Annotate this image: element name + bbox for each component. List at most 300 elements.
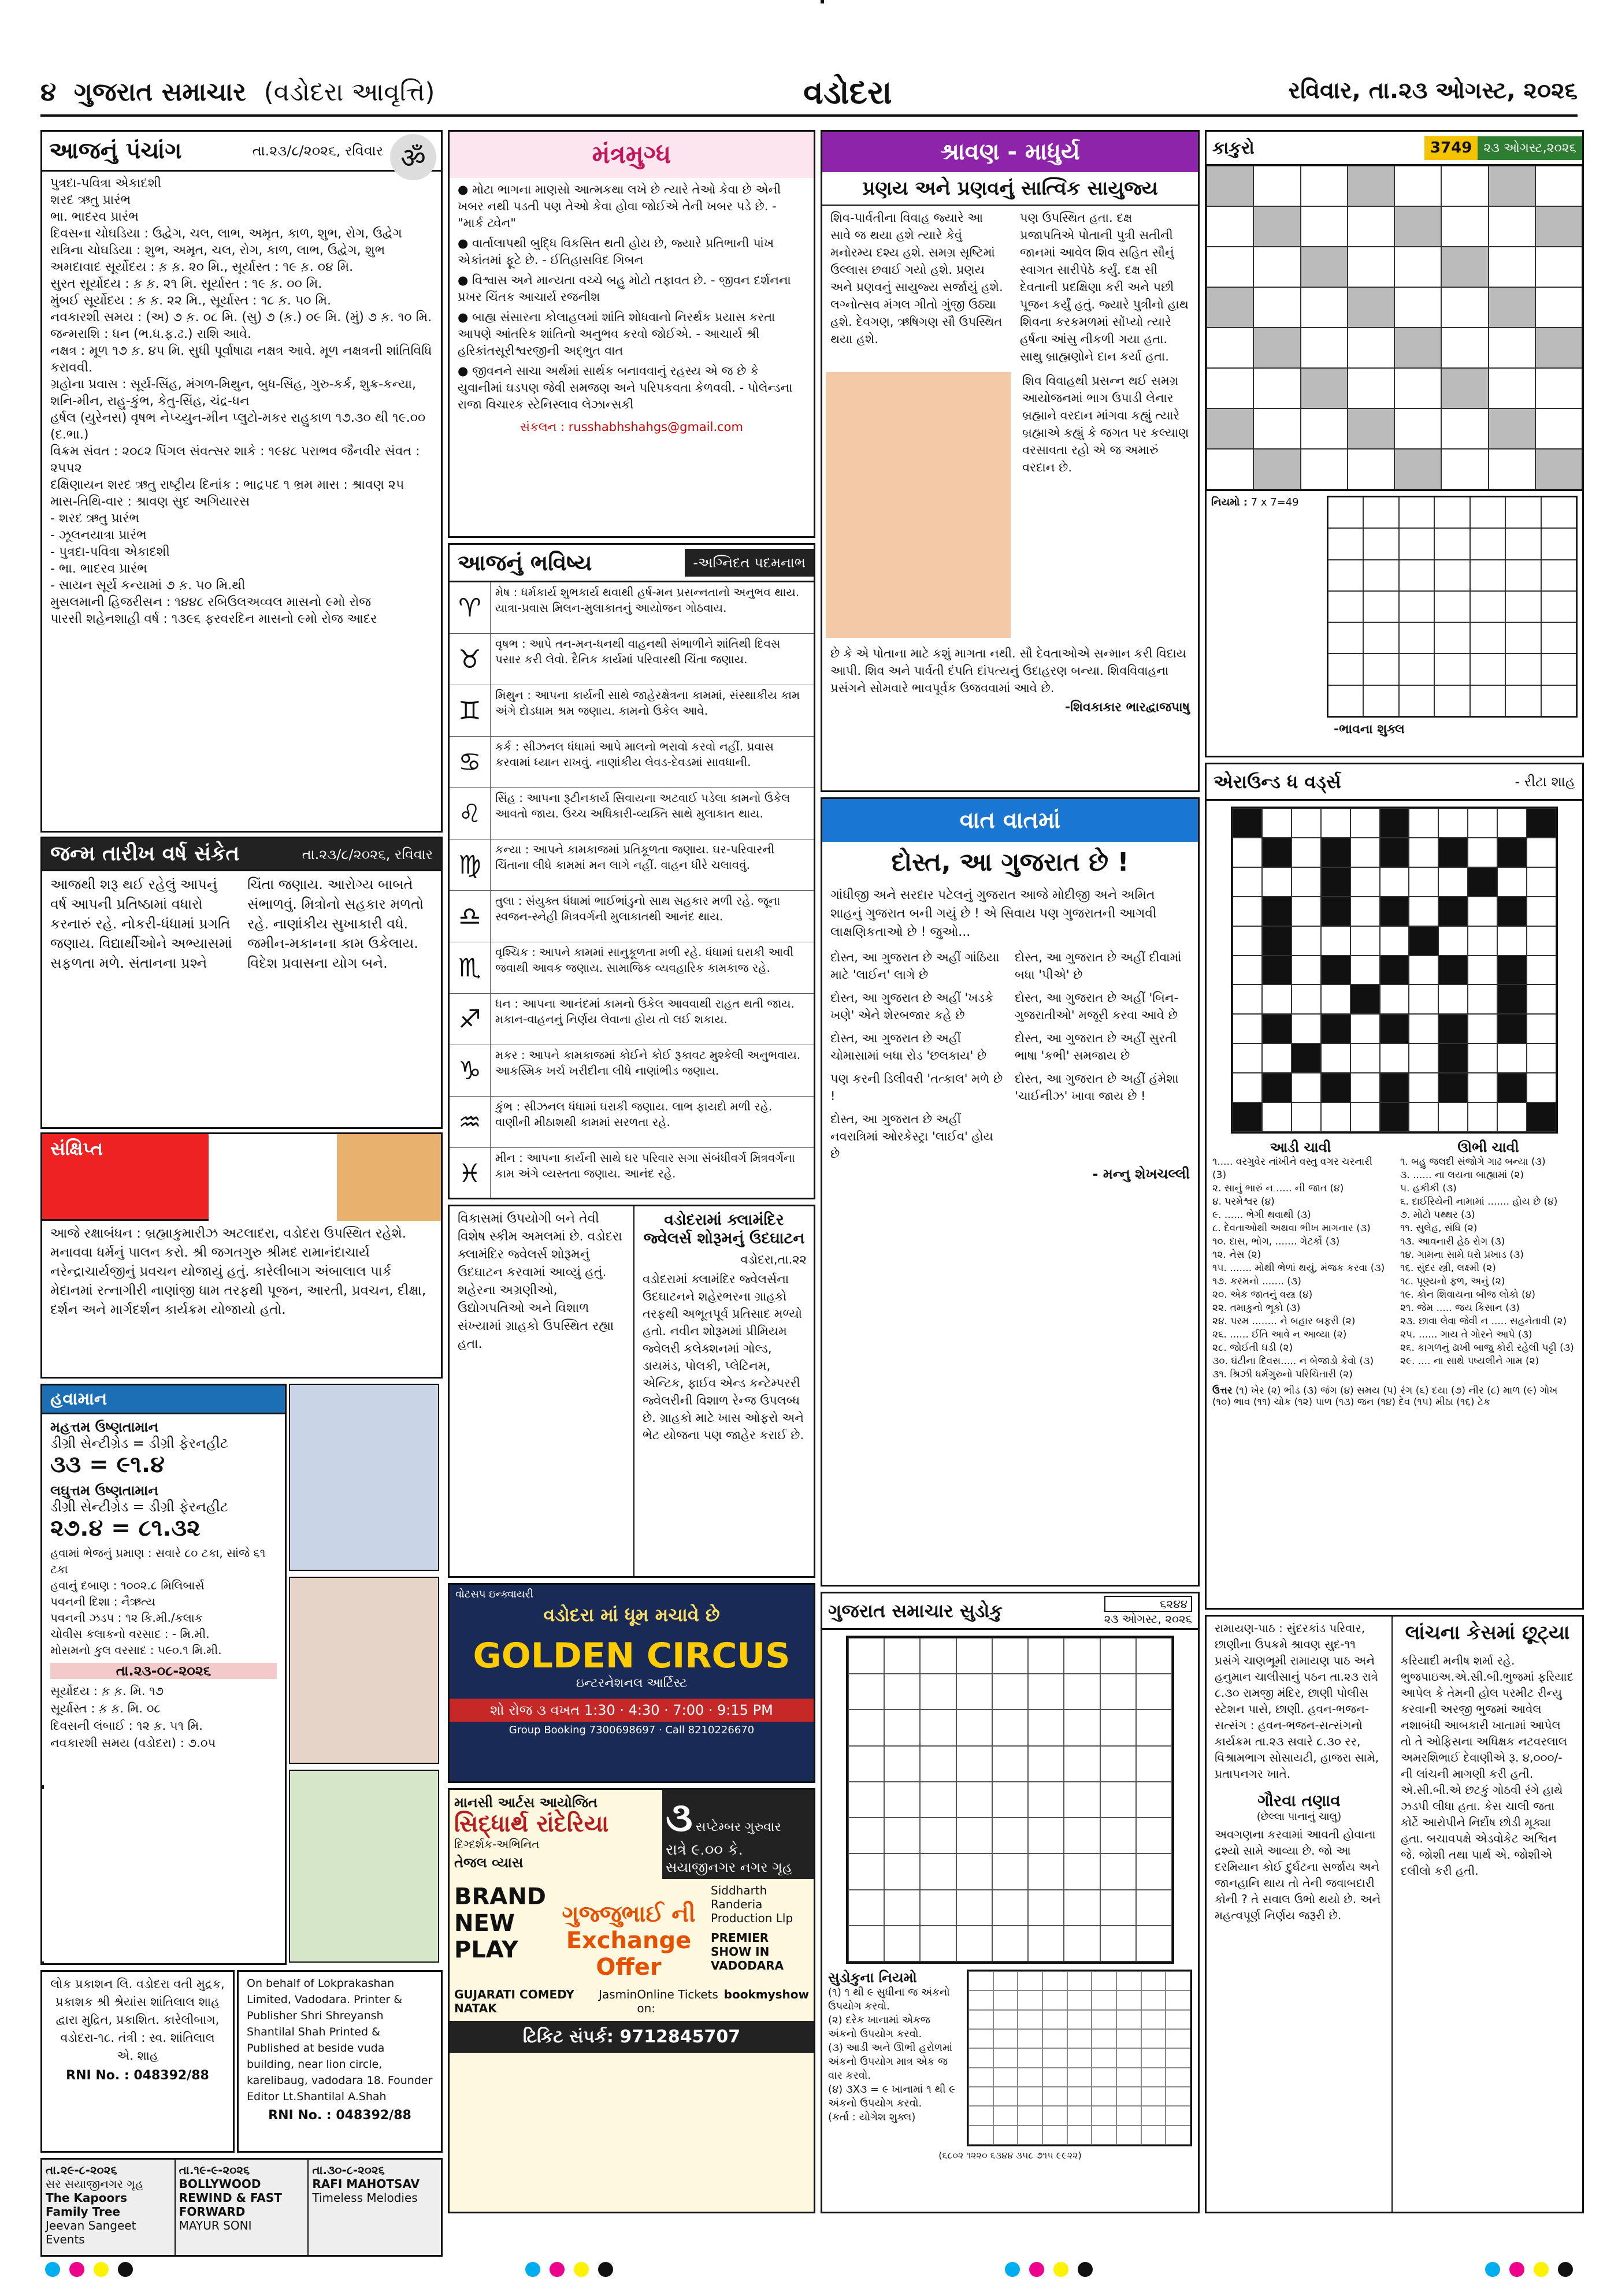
rashi-row [450, 839, 814, 891]
panchang-box [40, 130, 443, 833]
kakuro-cell[interactable] [1394, 247, 1441, 287]
crossword-cell[interactable] [1438, 838, 1468, 867]
solution-cell [1166, 2087, 1190, 2106]
sudoku-cell[interactable] [920, 1926, 956, 1961]
crossword-cell[interactable] [1380, 867, 1409, 897]
crossword-cell[interactable] [1321, 838, 1350, 867]
sudoku-cell[interactable] [1028, 1638, 1064, 1674]
crossword-cell[interactable] [1292, 1073, 1321, 1102]
kakuro-cell[interactable] [1253, 328, 1300, 368]
kakuro-cell[interactable] [1348, 449, 1394, 489]
sudoku-cell[interactable] [1100, 1926, 1136, 1961]
kakuro-cell[interactable] [1489, 206, 1535, 247]
crossword-cell[interactable] [1321, 1014, 1350, 1043]
crossword-cell[interactable] [1438, 1102, 1468, 1132]
drama-ad[interactable] [448, 1788, 815, 2213]
kakuro-cell[interactable] [1535, 247, 1582, 287]
crossword-cell[interactable] [1527, 956, 1556, 985]
kakuro-cell[interactable] [1535, 287, 1582, 328]
crossword-cell[interactable] [1262, 808, 1292, 838]
crossword-cell[interactable] [1497, 1102, 1527, 1132]
sudoku-cell[interactable] [1028, 1710, 1064, 1745]
sudoku-cell[interactable] [920, 1674, 956, 1710]
crossword-cell[interactable] [1321, 808, 1350, 838]
crossword-cell[interactable] [1497, 867, 1527, 897]
crossword-cell[interactable] [1380, 1102, 1409, 1132]
crossword-cell[interactable] [1350, 1073, 1380, 1102]
vaat-stanza: દોસ્ત, આ ગુજરાત છે અહીં ગાંઠિયા માટે 'લાઈન' લાગે છે [830, 950, 1000, 982]
sudoku-cell[interactable] [1100, 1890, 1136, 1926]
crossword-cell[interactable] [1292, 897, 1321, 926]
crossword-cell[interactable] [1527, 1014, 1556, 1043]
crossword-cell[interactable] [1527, 1102, 1556, 1132]
crossword-cell[interactable] [1380, 926, 1409, 956]
sudoku-cell[interactable] [1064, 1638, 1100, 1674]
kakuro-solution-cell [1434, 685, 1469, 716]
kakuro-cell[interactable] [1301, 247, 1348, 287]
crossword-cell[interactable] [1497, 897, 1527, 926]
crossword-cell[interactable] [1380, 984, 1409, 1014]
sudoku-cell[interactable] [1028, 1782, 1064, 1818]
crossword-cell[interactable] [1438, 956, 1468, 985]
crossword-cell[interactable] [1321, 1102, 1350, 1132]
crossword-cell[interactable] [1468, 897, 1497, 926]
crossword-cell[interactable] [1233, 1014, 1262, 1043]
crossword-cell[interactable] [1468, 1043, 1497, 1073]
spacer [40, 1961, 44, 1965]
sudoku-cell[interactable] [956, 1782, 992, 1818]
crossword-cell[interactable] [1409, 867, 1438, 897]
rashi-text: મેષ : ધર્મકાર્ય શુભકાર્ય થવાથી હર્ષ-મન પ્રસન્નતાનો અનુભવ થાય. યાત્રા-પ્રવાસ મિલન-મુલાકાતનું આયોજન ગોઠવાય. [495, 585, 800, 615]
crossword-cell[interactable] [1527, 1043, 1556, 1073]
kakuro-cell[interactable] [1441, 368, 1488, 408]
crossword-cell[interactable] [1321, 984, 1350, 1014]
solution-cell [1067, 1990, 1092, 2009]
kakuro-cell[interactable] [1253, 449, 1300, 489]
sudoku-cell[interactable] [956, 1890, 992, 1926]
kakuro-cell[interactable] [1441, 408, 1488, 449]
crossword-cell[interactable] [1233, 1073, 1262, 1102]
sudoku-cell[interactable] [956, 1674, 992, 1710]
sudoku-cell[interactable] [1064, 1782, 1100, 1818]
sudoku-cell[interactable] [1064, 1818, 1100, 1853]
crossword-cell[interactable] [1468, 984, 1497, 1014]
kakuro-cell[interactable] [1394, 408, 1441, 449]
crossword-cell[interactable] [1350, 897, 1380, 926]
sudoku-cell[interactable] [1136, 1782, 1172, 1818]
crossword-cell[interactable] [1409, 956, 1438, 985]
sudoku-cell[interactable] [848, 1890, 884, 1926]
crossword-cell[interactable] [1350, 838, 1380, 867]
crossword-grid[interactable] [1231, 807, 1558, 1134]
kakuro-cell[interactable] [1301, 328, 1348, 368]
gaurav-note: (છેલ્લા પાનાનું ચાલુ) [1256, 1811, 1342, 1823]
drama-book[interactable]: bookmyshow [723, 1987, 809, 2001]
crossword-cell[interactable] [1350, 984, 1380, 1014]
kakuro-cell[interactable] [1535, 449, 1582, 489]
sudoku-cell[interactable] [848, 1926, 884, 1961]
sudoku-cell[interactable] [884, 1782, 920, 1818]
crossword-cell[interactable] [1497, 1073, 1527, 1102]
sudoku-cell[interactable] [1100, 1782, 1136, 1818]
crossword-cell[interactable] [1380, 808, 1409, 838]
sudoku-cell[interactable] [1028, 1926, 1064, 1961]
kakuro-cell[interactable] [1489, 368, 1535, 408]
sudoku-cell[interactable] [884, 1638, 920, 1674]
crossword-cell[interactable] [1350, 867, 1380, 897]
kakuro-cell[interactable] [1301, 287, 1348, 328]
sudoku-cell[interactable] [1100, 1853, 1136, 1889]
sudoku-cell[interactable] [848, 1853, 884, 1889]
kakuro-cell[interactable] [1441, 449, 1488, 489]
crossword-cell[interactable] [1233, 897, 1262, 926]
crossword-cell[interactable] [1497, 1043, 1527, 1073]
crossword-cell[interactable] [1292, 1102, 1321, 1132]
crossword-cell[interactable] [1380, 838, 1409, 867]
sudoku-cell[interactable] [1136, 1890, 1172, 1926]
kakuro-cell[interactable] [1301, 206, 1348, 247]
circus-ad[interactable] [448, 1583, 815, 1783]
sudoku-cell[interactable] [1028, 1746, 1064, 1782]
kakuro-cell[interactable] [1535, 368, 1582, 408]
kakuro-solution-cell [1328, 560, 1363, 591]
solution-cell [1018, 2068, 1042, 2087]
crossword-cell[interactable] [1321, 926, 1350, 956]
sudoku-cell[interactable] [956, 1710, 992, 1745]
crossword-cell[interactable] [1438, 1073, 1468, 1102]
kakuro-cell[interactable] [1441, 166, 1488, 206]
kakuro-grid[interactable] [1207, 166, 1582, 491]
crossword-cell[interactable] [1380, 1014, 1409, 1043]
crossword-cell[interactable] [1497, 926, 1527, 956]
crossword-cell[interactable] [1409, 1043, 1438, 1073]
crossword-cell[interactable] [1233, 1102, 1262, 1132]
crossword-cell[interactable] [1321, 897, 1350, 926]
sudoku-title: ગુજરાત સમાચાર સુડોકુ [828, 1599, 1003, 1622]
sudoku-cell[interactable] [956, 1818, 992, 1853]
crossword-cell[interactable] [1350, 1102, 1380, 1132]
crossword-cell[interactable] [1262, 1073, 1292, 1102]
sudoku-cell[interactable] [956, 1638, 992, 1674]
sudoku-cell[interactable] [992, 1818, 1028, 1853]
sudoku-cell[interactable] [992, 1638, 1028, 1674]
crossword-cell[interactable] [1527, 984, 1556, 1014]
crossword-cell[interactable] [1292, 1043, 1321, 1073]
crossword-cell[interactable] [1380, 1073, 1409, 1102]
crossword-cell[interactable] [1438, 808, 1468, 838]
crossword-cell[interactable] [1497, 808, 1527, 838]
sudoku-cell[interactable] [848, 1818, 884, 1853]
kakuro-cell[interactable] [1348, 166, 1394, 206]
crossword-box [1205, 763, 1584, 1610]
sudoku-cell[interactable] [956, 1746, 992, 1782]
kakuro-cell[interactable] [1207, 287, 1253, 328]
kakuro-cell[interactable] [1253, 247, 1300, 287]
crossword-cell[interactable] [1468, 1073, 1497, 1102]
sudoku-cell[interactable] [992, 1926, 1028, 1961]
sudoku-cell[interactable] [920, 1746, 956, 1782]
solution-cell [993, 1990, 1018, 2009]
sudoku-cell[interactable] [992, 1746, 1028, 1782]
kakuro-cell[interactable] [1489, 449, 1535, 489]
crossword-cell[interactable] [1527, 867, 1556, 897]
kakuro-cell[interactable] [1535, 206, 1582, 247]
crossword-cell[interactable] [1527, 1073, 1556, 1102]
kakuro-cell[interactable] [1441, 206, 1488, 247]
crossword-cell[interactable] [1409, 838, 1438, 867]
kakuro-cell[interactable] [1348, 368, 1394, 408]
crossword-cell[interactable] [1262, 838, 1292, 867]
crossword-cell[interactable] [1233, 956, 1262, 985]
sudoku-cell[interactable] [1100, 1818, 1136, 1853]
drama-sponsor: Jasmin [599, 1987, 637, 2001]
crossword-cell[interactable] [1527, 838, 1556, 867]
crossword-cell[interactable] [1262, 867, 1292, 897]
sudoku-cell[interactable] [1100, 1746, 1136, 1782]
crossword-cell[interactable] [1262, 1102, 1292, 1132]
kakuro-cell[interactable] [1207, 166, 1253, 206]
jewellers-dateline: વડોદરા,તા.૨૨ [740, 1253, 807, 1266]
crossword-cell[interactable] [1292, 867, 1321, 897]
crossword-cell[interactable] [1468, 1014, 1497, 1043]
sudoku-cell[interactable] [1136, 1818, 1172, 1853]
crossword-cell[interactable] [1350, 956, 1380, 985]
crossword-cell[interactable] [1350, 1014, 1380, 1043]
sudoku-cell[interactable] [992, 1890, 1028, 1926]
kakuro-cell[interactable] [1535, 166, 1582, 206]
sudoku-cell[interactable] [992, 1674, 1028, 1710]
sudoku-cell[interactable] [1136, 1710, 1172, 1745]
sudoku-cell[interactable] [920, 1818, 956, 1853]
zodiac-icon: ♉ [450, 634, 491, 685]
sudoku-cell[interactable] [884, 1818, 920, 1853]
crossword-cell[interactable] [1438, 1014, 1468, 1043]
crossword-cell[interactable] [1233, 926, 1262, 956]
panchang-title: આજનું પંચાંગ [49, 138, 182, 164]
crossword-cell[interactable] [1292, 926, 1321, 956]
crossword-cell[interactable] [1321, 956, 1350, 985]
crossword-cell[interactable] [1380, 956, 1409, 985]
panchang-line: સુરત સૂર્યોદય : ક઼ ક઼. ૨૧ મિ. સૂર્યાસ્ત : ૧૯ ક઼. ૦૦ મિ. [50, 277, 322, 291]
kakuro-cell[interactable] [1489, 166, 1535, 206]
sudoku-cell[interactable] [848, 1746, 884, 1782]
sudoku-cell[interactable] [1028, 1674, 1064, 1710]
kakuro-cell[interactable] [1441, 247, 1488, 287]
crossword-cell[interactable] [1292, 1014, 1321, 1043]
kakuro-cell[interactable] [1348, 328, 1394, 368]
rashi-row [450, 891, 814, 942]
sudoku-cell[interactable] [920, 1890, 956, 1926]
kakuro-cell[interactable] [1394, 287, 1441, 328]
sudoku-cell[interactable] [884, 1853, 920, 1889]
sudoku-cell[interactable] [1136, 1926, 1172, 1961]
kakuro-cell[interactable] [1535, 328, 1582, 368]
kakuro-cell[interactable] [1348, 206, 1394, 247]
ubhi-clue: ૨૯. .... ના સાથે પષ્યલીને ગામ (૨) [1400, 1355, 1539, 1367]
crossword-cell[interactable] [1292, 956, 1321, 985]
crossword-cell[interactable] [1321, 1073, 1350, 1102]
crossword-cell[interactable] [1497, 838, 1527, 867]
crossword-cell[interactable] [1380, 897, 1409, 926]
sudoku-cell[interactable] [884, 1746, 920, 1782]
kakuro-cell[interactable] [1207, 368, 1253, 408]
crossword-cell[interactable] [1233, 808, 1262, 838]
kakuro-cell[interactable] [1207, 206, 1253, 247]
kakuro-cell[interactable] [1253, 368, 1300, 408]
sudoku-cell[interactable] [1100, 1710, 1136, 1745]
kakuro-cell[interactable] [1207, 328, 1253, 368]
kakuro-cell[interactable] [1301, 408, 1348, 449]
sudoku-cell[interactable] [884, 1890, 920, 1926]
crossword-cell[interactable] [1233, 984, 1262, 1014]
crossword-cell[interactable] [1262, 1043, 1292, 1073]
sudoku-cell[interactable] [920, 1782, 956, 1818]
crossword-cell[interactable] [1292, 838, 1321, 867]
crossword-cell[interactable] [1350, 1043, 1380, 1073]
crossword-cell[interactable] [1262, 926, 1292, 956]
crossword-cell[interactable] [1497, 956, 1527, 985]
sudoku-cell[interactable] [848, 1782, 884, 1818]
kakuro-cell[interactable] [1301, 449, 1348, 489]
sudoku-grid[interactable] [846, 1636, 1174, 1964]
crossword-cell[interactable] [1497, 1014, 1527, 1043]
crossword-cell[interactable] [1468, 867, 1497, 897]
kakuro-cell[interactable] [1253, 206, 1300, 247]
crossword-cell[interactable] [1527, 897, 1556, 926]
kakuro-cell[interactable] [1394, 166, 1441, 206]
kakuro-cell[interactable] [1535, 408, 1582, 449]
crossword-cell[interactable] [1497, 984, 1527, 1014]
crossword-cell[interactable] [1468, 926, 1497, 956]
crossword-cell[interactable] [1262, 984, 1292, 1014]
sudoku-cell[interactable] [848, 1674, 884, 1710]
kakuro-solution-cell [1470, 560, 1505, 591]
sudoku-cell[interactable] [1136, 1746, 1172, 1782]
concert-strip[interactable] [40, 2158, 443, 2257]
kakuro-cell[interactable] [1394, 206, 1441, 247]
crossword-cell[interactable] [1262, 956, 1292, 985]
crossword-cell[interactable] [1409, 984, 1438, 1014]
crossword-cell[interactable] [1262, 897, 1292, 926]
sudoku-cell[interactable] [884, 1710, 920, 1745]
lanch-text: કરિયાદી મનીષ શર્મા રહે. ભુજપાઇઅ.એ.સી.બી.ભુજમાં ફરિયાદ આપેલ કે તેમની હોલ પરમીટ રીન્યુ કરવાની અરજી ભુજમાં આવેલ નશાબંધી આબકારી ખાતામાં આપેલ તો તે ઓફિસના અધિક્ષક નટવરલાલ અમરશિભાઈ દેવાણીએ રૂ. ૪,૦૦૦/- ની લાંચની માગણી કરી હતી. એ.સી.બી.એ છટકું ગોઠવી રંગે હાથે ઝડપી લીધા હતા. કેસ ચાલી જતા કોર્ટે આરોપીને નિર્દોષ છોડી મૂક્યા હતા. બચાવપક્ષે એડવોકેટ અશ્વિન જે. જોશી તથા પાર્થ એ. જોશીએ દલીલો કરી હતી. [1401, 1654, 1574, 1878]
aadi-clue: ૮. દેવતાઓથી અથવા ભીખ માગનાર (૩) [1212, 1223, 1371, 1234]
kakuro-cell[interactable] [1301, 368, 1348, 408]
sudoku-cell[interactable] [920, 1638, 956, 1674]
kakuro-cell[interactable] [1489, 408, 1535, 449]
crossword-cell[interactable] [1409, 897, 1438, 926]
crossword-cell[interactable] [1350, 926, 1380, 956]
kakuro-cell[interactable] [1253, 408, 1300, 449]
crossword-cell[interactable] [1468, 956, 1497, 985]
kakuro-cell[interactable] [1489, 287, 1535, 328]
sudoku-cell[interactable] [956, 1853, 992, 1889]
kakuro-cell[interactable] [1207, 408, 1253, 449]
sudoku-cell[interactable] [992, 1782, 1028, 1818]
crossword-cell[interactable] [1438, 926, 1468, 956]
sudoku-cell[interactable] [1100, 1674, 1136, 1710]
kakuro-cell[interactable] [1489, 247, 1535, 287]
crossword-cell[interactable] [1233, 1043, 1262, 1073]
crossword-cell[interactable] [1438, 1043, 1468, 1073]
sudoku-cell[interactable] [956, 1926, 992, 1961]
crossword-cell[interactable] [1468, 838, 1497, 867]
kakuro-cell[interactable] [1394, 328, 1441, 368]
crossword-cell[interactable] [1380, 1043, 1409, 1073]
sudoku-cell[interactable] [848, 1710, 884, 1745]
kakuro-cell[interactable] [1207, 247, 1253, 287]
crossword-cell[interactable] [1409, 926, 1438, 956]
crossword-cell[interactable] [1233, 838, 1262, 867]
kakuro-cell[interactable] [1441, 328, 1488, 368]
kakuro-cell[interactable] [1348, 247, 1394, 287]
crossword-cell[interactable] [1262, 1014, 1292, 1043]
kakuro-cell[interactable] [1441, 287, 1488, 328]
crossword-cell[interactable] [1468, 808, 1497, 838]
crossword-cell[interactable] [1292, 808, 1321, 838]
sudoku-cell[interactable] [1064, 1746, 1100, 1782]
sudoku-cell[interactable] [1064, 1926, 1100, 1961]
crossword-cell[interactable] [1409, 1102, 1438, 1132]
kakuro-cell[interactable] [1348, 287, 1394, 328]
sudoku-cell[interactable] [1064, 1853, 1100, 1889]
kakuro-cell[interactable] [1394, 368, 1441, 408]
kakuro-cell[interactable] [1253, 166, 1300, 206]
sudoku-cell[interactable] [1028, 1890, 1064, 1926]
crossword-cell[interactable] [1438, 867, 1468, 897]
sudoku-cell[interactable] [884, 1926, 920, 1961]
kakuro-cell[interactable] [1207, 449, 1253, 489]
kakuro-cell[interactable] [1394, 449, 1441, 489]
sudoku-cell[interactable] [1136, 1674, 1172, 1710]
kakuro-cell[interactable] [1301, 166, 1348, 206]
kakuro-cell[interactable] [1253, 287, 1300, 328]
crossword-cell[interactable] [1527, 808, 1556, 838]
crossword-cell[interactable] [1321, 867, 1350, 897]
crossword-cell[interactable] [1438, 897, 1468, 926]
crossword-cell[interactable] [1409, 1014, 1438, 1043]
aadi-clue: ૨૪. પરમ ........ ને બહાર બફરી (૨) [1212, 1316, 1356, 1327]
sudoku-cell[interactable] [1064, 1890, 1100, 1926]
sudoku-cell[interactable] [992, 1710, 1028, 1745]
sudoku-cell[interactable] [884, 1674, 920, 1710]
crossword-cell[interactable] [1321, 1043, 1350, 1073]
sudoku-cell[interactable] [1100, 1638, 1136, 1674]
sudoku-cell[interactable] [1064, 1710, 1100, 1745]
sudoku-cell[interactable] [1136, 1638, 1172, 1674]
sudoku-cell[interactable] [992, 1853, 1028, 1889]
crossword-cell[interactable] [1527, 926, 1556, 956]
sudoku-cell[interactable] [920, 1853, 956, 1889]
crossword-cell[interactable] [1438, 984, 1468, 1014]
crossword-cell[interactable] [1233, 867, 1262, 897]
crossword-cell[interactable] [1292, 984, 1321, 1014]
crossword-cell[interactable] [1409, 1073, 1438, 1102]
crossword-cell[interactable] [1409, 808, 1438, 838]
sudoku-cell[interactable] [848, 1638, 884, 1674]
kakuro-cell[interactable] [1489, 328, 1535, 368]
sudoku-cell[interactable] [1136, 1853, 1172, 1889]
kakuro-cell[interactable] [1348, 408, 1394, 449]
sudoku-cell[interactable] [1028, 1853, 1064, 1889]
sudoku-cell[interactable] [920, 1710, 956, 1745]
sudoku-cell[interactable] [1028, 1818, 1064, 1853]
drama-director: સિદ્ધાર્થ રાંદેરિયા [454, 1811, 609, 1837]
crossword-cell[interactable] [1350, 808, 1380, 838]
solution-cell [1067, 2087, 1092, 2106]
sudoku-cell[interactable] [1064, 1674, 1100, 1710]
crossword-cell[interactable] [1468, 1102, 1497, 1132]
